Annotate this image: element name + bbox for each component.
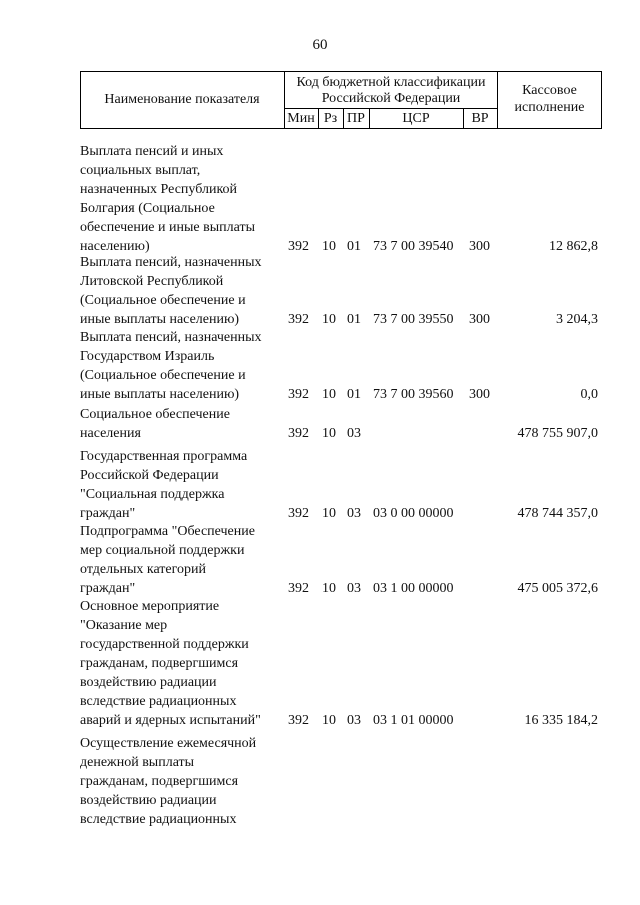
row-name-line: населения <box>80 426 141 441</box>
header-top-border <box>80 71 602 72</box>
row-pr: 03 <box>347 581 361 596</box>
row-pr: 03 <box>347 506 361 521</box>
row-rz: 10 <box>322 312 336 327</box>
row-name-line: иные выплаты населению) <box>80 312 240 327</box>
row-rz: 10 <box>322 387 336 402</box>
row-name <box>80 253 280 329</box>
row-rz: 10 <box>322 713 336 728</box>
row-min: 392 <box>288 581 309 596</box>
row-vr: 300 <box>469 312 490 327</box>
row-name-line: назначенных Республикой <box>80 182 238 197</box>
row-min: 392 <box>288 239 309 254</box>
row-amount: 478 755 907,0 <box>517 426 598 441</box>
row-name-line: (Социальное обеспечение и <box>80 293 246 308</box>
row-name <box>80 734 280 829</box>
row-name-line: Социальное обеспечение <box>80 407 230 422</box>
row-amount: 3 204,3 <box>556 312 598 327</box>
row-name-line: государственной поддержки <box>80 637 249 652</box>
row-name-line: вследствие радиационных <box>80 694 237 709</box>
row-name <box>80 522 280 598</box>
row-name-line: обеспечение и иные выплаты <box>80 220 255 235</box>
row-amount: 475 005 372,6 <box>517 581 598 596</box>
row-vr: 300 <box>469 387 490 402</box>
header-code-group-line1: Код бюджетной классификации <box>296 75 486 90</box>
header-subgroup-line <box>284 108 498 109</box>
header-sub-min: Мин <box>287 111 315 126</box>
row-name-line: Основное мероприятие <box>80 599 220 614</box>
header-code-group-line2: Российской Федерации <box>321 91 461 106</box>
row-rz: 10 <box>322 239 336 254</box>
row-csr: 73 7 00 39540 <box>373 239 454 254</box>
row-name-line: воздействию радиации <box>80 793 217 808</box>
row-csr: 03 1 01 00000 <box>373 713 454 728</box>
row-pr: 03 <box>347 713 361 728</box>
row-name-line: денежной выплаты <box>80 755 195 770</box>
row-name-line: граждан" <box>80 506 136 521</box>
header-bottom-border <box>80 128 602 129</box>
row-name-line: Российской Федерации <box>80 468 219 483</box>
row-min: 392 <box>288 713 309 728</box>
row-name-line: граждан" <box>80 581 136 596</box>
row-min: 392 <box>288 506 309 521</box>
header-sub-pr: ПР <box>347 111 365 126</box>
row-amount: 12 862,8 <box>549 239 598 254</box>
row-name-line: Подпрограмма "Обеспечение <box>80 524 255 539</box>
row-name-line: населению) <box>80 239 150 254</box>
row-pr: 01 <box>347 239 361 254</box>
row-pr: 01 <box>347 387 361 402</box>
header-sub-rz: Рз <box>323 111 338 126</box>
header-sub-csr: ЦСР <box>402 111 430 126</box>
row-name-line: Выплата пенсий и иных <box>80 144 224 159</box>
row-min: 392 <box>288 426 309 441</box>
row-rz: 10 <box>322 426 336 441</box>
page-number: 60 <box>312 37 328 53</box>
row-name <box>80 142 280 256</box>
row-name <box>80 597 280 730</box>
row-name-line: иные выплаты населению) <box>80 387 240 402</box>
row-amount: 16 335 184,2 <box>524 713 598 728</box>
row-min: 392 <box>288 387 309 402</box>
header-sub-vr: ВР <box>471 111 489 126</box>
row-name-line: аварий и ядерных испытаний" <box>80 713 261 728</box>
row-rz: 10 <box>322 581 336 596</box>
row-name-line: отдельных категорий <box>80 562 207 577</box>
row-name-line: Государством Израиль <box>80 349 215 364</box>
row-csr: 03 0 00 00000 <box>373 506 454 521</box>
row-name-line: мер социальной поддержки <box>80 543 245 558</box>
row-name-line: социальных выплат, <box>80 163 201 178</box>
row-vr: 300 <box>469 239 490 254</box>
row-name-line: "Социальная поддержка <box>80 487 225 502</box>
header-amount-line2: исполнение <box>514 100 585 115</box>
header-amount-line1: Кассовое <box>522 83 577 98</box>
row-name-line: "Оказание мер <box>80 618 168 633</box>
row-name-line: Выплата пенсий, назначенных <box>80 255 262 270</box>
row-name-line: гражданам, подвергшимся <box>80 656 239 671</box>
row-name <box>80 328 280 404</box>
header-name-col: Наименование показателя <box>104 92 260 107</box>
row-csr: 73 7 00 39550 <box>373 312 454 327</box>
row-rz: 10 <box>322 506 336 521</box>
row-name-line: вследствие радиационных <box>80 812 237 827</box>
row-name-line: Осуществление ежемесячной <box>80 736 257 751</box>
row-name-line: Государственная программа <box>80 449 248 464</box>
row-name-line: Болгария (Социальное <box>80 201 215 216</box>
table-header <box>80 71 602 129</box>
row-name <box>80 405 280 443</box>
row-min: 392 <box>288 312 309 327</box>
row-name <box>80 447 280 523</box>
row-name-line: (Социальное обеспечение и <box>80 368 246 383</box>
row-pr: 01 <box>347 312 361 327</box>
row-csr: 73 7 00 39560 <box>373 387 454 402</box>
row-amount: 0,0 <box>580 387 598 402</box>
row-amount: 478 744 357,0 <box>517 506 598 521</box>
row-name-line: Литовской Республикой <box>80 274 224 289</box>
row-csr: 03 1 00 00000 <box>373 581 454 596</box>
row-name-line: воздействию радиации <box>80 675 217 690</box>
row-name-line: гражданам, подвергшимся <box>80 774 239 789</box>
row-name-line: Выплата пенсий, назначенных <box>80 330 262 345</box>
row-pr: 03 <box>347 426 361 441</box>
